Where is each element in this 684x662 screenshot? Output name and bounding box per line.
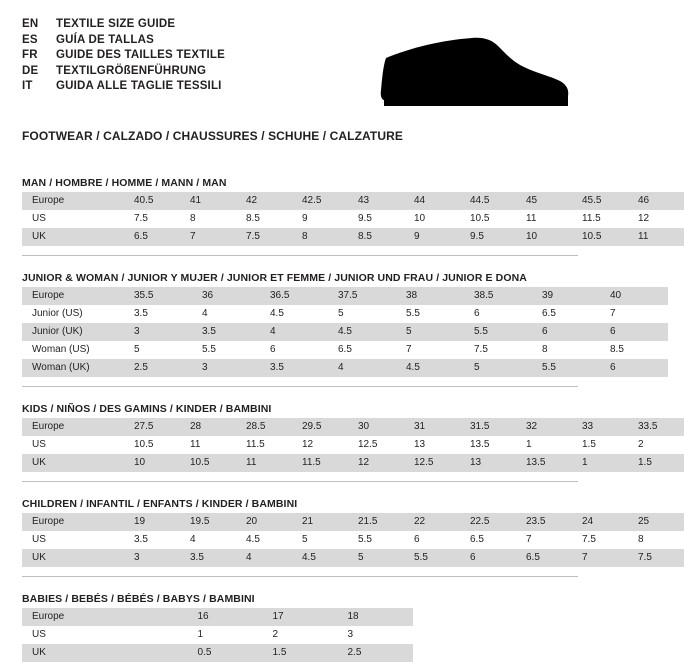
language-code: FR xyxy=(22,49,38,61)
size-cell: 4 xyxy=(192,305,260,323)
table-row xyxy=(22,418,684,436)
table-row xyxy=(22,626,578,644)
size-cell: 31.5 xyxy=(460,418,516,436)
size-cell: 7 xyxy=(180,228,236,246)
size-cell: 2 xyxy=(263,626,338,644)
size-cell: 3 xyxy=(338,626,413,644)
size-cell: 12.5 xyxy=(404,454,460,472)
size-cell: 42 xyxy=(236,192,292,210)
language-title: GUIDA ALLE TAGLIE TESSILI xyxy=(56,80,222,92)
language-title: GUIDE DES TAILLES TEXTILE xyxy=(56,49,225,61)
size-cell: 37.5 xyxy=(328,287,396,305)
language-title: GUÍA DE TALLAS xyxy=(56,33,154,46)
size-group-title: MAN / HOMBRE / HOMME / MANN / MAN xyxy=(22,177,227,189)
table-row xyxy=(22,359,668,377)
size-cell: 11 xyxy=(516,210,572,228)
size-cell: 5 xyxy=(396,323,464,341)
size-cell: 2.5 xyxy=(124,359,192,377)
size-cell: 10.5 xyxy=(124,436,180,454)
size-group xyxy=(22,403,658,482)
size-cell: 5 xyxy=(124,341,192,359)
spacer-cell xyxy=(413,608,579,626)
size-groups xyxy=(22,177,658,662)
size-cell: 41 xyxy=(180,192,236,210)
size-cell: 3.5 xyxy=(124,305,192,323)
size-cell: 6.5 xyxy=(328,341,396,359)
language-row xyxy=(22,34,225,50)
size-cell: 17 xyxy=(263,608,338,626)
table-row xyxy=(22,228,684,246)
row-label: Europe xyxy=(22,418,124,436)
size-cell: 1.5 xyxy=(263,644,338,662)
size-cell: 22 xyxy=(404,513,460,531)
language-title-rows xyxy=(22,18,225,96)
size-table xyxy=(22,608,578,662)
size-cell: 7 xyxy=(396,341,464,359)
size-cell: 21 xyxy=(292,513,348,531)
size-table xyxy=(22,418,684,472)
size-cell: 5.5 xyxy=(192,341,260,359)
size-cell: 4 xyxy=(260,323,328,341)
size-cell: 4.5 xyxy=(396,359,464,377)
size-cell: 6 xyxy=(404,531,460,549)
size-group-title: JUNIOR & WOMAN / JUNIOR Y MUJER / JUNIOR ET FEMME / JUNIOR UND FRAU / JUNIOR E DONA xyxy=(22,272,527,284)
size-cell: 46 xyxy=(628,192,684,210)
size-cell: 29.5 xyxy=(292,418,348,436)
size-cell: 12 xyxy=(628,210,684,228)
size-cell: 18 xyxy=(338,608,413,626)
size-cell: 7.5 xyxy=(628,549,684,567)
size-cell: 36 xyxy=(192,287,260,305)
language-code: EN xyxy=(22,18,39,30)
size-cell: 10.5 xyxy=(460,210,516,228)
size-cell: 11 xyxy=(236,454,292,472)
spacer-cell xyxy=(413,626,579,644)
size-cell: 4 xyxy=(180,531,236,549)
language-row xyxy=(22,49,225,65)
size-cell: 1 xyxy=(572,454,628,472)
size-cell: 11 xyxy=(180,436,236,454)
size-cell: 22.5 xyxy=(460,513,516,531)
size-cell: 6.5 xyxy=(516,549,572,567)
size-group-title: KIDS / NIÑOS / DES GAMINS / KINDER / BAMBINI xyxy=(22,403,272,415)
size-cell: 6 xyxy=(260,341,328,359)
table-row xyxy=(22,287,668,305)
row-label: Europe xyxy=(22,192,124,210)
row-label: Europe xyxy=(22,608,188,626)
size-cell: 25 xyxy=(628,513,684,531)
row-label: US xyxy=(22,210,124,228)
size-cell: 10 xyxy=(124,454,180,472)
row-label: UK xyxy=(22,228,124,246)
size-cell: 45.5 xyxy=(572,192,628,210)
size-cell: 9.5 xyxy=(348,210,404,228)
table-row xyxy=(22,323,668,341)
size-cell: 8.5 xyxy=(600,341,668,359)
size-cell: 5.5 xyxy=(464,323,532,341)
size-cell: 7 xyxy=(572,549,628,567)
language-title-list xyxy=(22,18,225,96)
size-cell: 38 xyxy=(396,287,464,305)
size-cell: 5 xyxy=(348,549,404,567)
size-cell: 13 xyxy=(460,454,516,472)
size-cell: 3 xyxy=(124,549,180,567)
size-cell: 16 xyxy=(188,608,263,626)
row-label: UK xyxy=(22,644,188,662)
size-table xyxy=(22,287,668,377)
size-cell: 1 xyxy=(516,436,572,454)
table-row xyxy=(22,513,684,531)
size-cell: 6 xyxy=(600,359,668,377)
size-group xyxy=(22,272,624,387)
size-cell: 5 xyxy=(328,305,396,323)
row-label: US xyxy=(22,436,124,454)
size-cell: 10 xyxy=(404,210,460,228)
table-row xyxy=(22,341,668,359)
size-cell: 11.5 xyxy=(236,436,292,454)
row-label: Europe xyxy=(22,287,124,305)
row-label: UK xyxy=(22,454,124,472)
row-label: US xyxy=(22,626,188,644)
size-cell: 3 xyxy=(192,359,260,377)
size-cell: 5.5 xyxy=(396,305,464,323)
size-cell: 32 xyxy=(516,418,572,436)
size-cell: 4 xyxy=(236,549,292,567)
table-row xyxy=(22,192,684,210)
size-cell: 5 xyxy=(464,359,532,377)
size-cell: 12.5 xyxy=(348,436,404,454)
size-cell: 11.5 xyxy=(292,454,348,472)
size-cell: 5.5 xyxy=(348,531,404,549)
size-cell: 13.5 xyxy=(460,436,516,454)
size-cell: 5 xyxy=(292,531,348,549)
size-cell: 8.5 xyxy=(348,228,404,246)
section-divider xyxy=(22,255,578,256)
size-cell: 40 xyxy=(600,287,668,305)
size-cell: 8 xyxy=(532,341,600,359)
size-cell: 44.5 xyxy=(460,192,516,210)
row-label: US xyxy=(22,531,124,549)
row-label: Junior (UK) xyxy=(22,323,124,341)
table-row xyxy=(22,210,684,228)
document-header xyxy=(22,18,578,114)
size-cell: 3.5 xyxy=(124,531,180,549)
size-cell: 6 xyxy=(460,549,516,567)
size-cell: 4.5 xyxy=(292,549,348,567)
size-cell: 21.5 xyxy=(348,513,404,531)
row-label: UK xyxy=(22,549,124,567)
table-row xyxy=(22,531,684,549)
language-row xyxy=(22,18,225,34)
table-row xyxy=(22,305,668,323)
size-cell: 10.5 xyxy=(572,228,628,246)
size-cell: 7 xyxy=(516,531,572,549)
row-label: Junior (US) xyxy=(22,305,124,323)
category-title: FOOTWEAR / CALZADO / CHAUSSURES / SCHUHE / CALZATURE xyxy=(22,129,403,143)
size-group-title: BABIES / BEBÉS / BÉBÉS / BABYS / BAMBINI xyxy=(22,593,255,605)
size-cell: 35.5 xyxy=(124,287,192,305)
size-cell: 3.5 xyxy=(180,549,236,567)
size-cell: 1.5 xyxy=(572,436,628,454)
size-cell: 3 xyxy=(124,323,192,341)
size-cell: 7.5 xyxy=(464,341,532,359)
section-divider xyxy=(22,576,578,577)
size-cell: 6.5 xyxy=(532,305,600,323)
size-cell: 27.5 xyxy=(124,418,180,436)
size-table xyxy=(22,192,684,246)
size-cell: 8.5 xyxy=(236,210,292,228)
size-cell: 0.5 xyxy=(188,644,263,662)
size-cell: 30 xyxy=(348,418,404,436)
size-cell: 28 xyxy=(180,418,236,436)
size-cell: 9 xyxy=(404,228,460,246)
size-cell: 45 xyxy=(516,192,572,210)
size-cell: 4 xyxy=(328,359,396,377)
size-cell: 7.5 xyxy=(124,210,180,228)
size-cell: 13.5 xyxy=(516,454,572,472)
size-cell: 3.5 xyxy=(192,323,260,341)
size-cell: 9 xyxy=(292,210,348,228)
size-cell: 19 xyxy=(124,513,180,531)
size-group xyxy=(22,177,650,256)
language-row xyxy=(22,80,225,96)
size-cell: 4.5 xyxy=(236,531,292,549)
language-title: TEXTILGRÖßENFÜHRUNG xyxy=(56,64,207,77)
table-row xyxy=(22,644,578,662)
size-cell: 6 xyxy=(532,323,600,341)
size-cell: 28.5 xyxy=(236,418,292,436)
language-code: ES xyxy=(22,33,38,46)
row-label: Woman (US) xyxy=(22,341,124,359)
language-code: DE xyxy=(22,64,39,77)
dress-shoe-icon xyxy=(380,36,570,114)
section-divider xyxy=(22,481,578,482)
size-cell: 13 xyxy=(404,436,460,454)
size-cell: 11.5 xyxy=(572,210,628,228)
table-row xyxy=(22,608,578,626)
section-divider xyxy=(22,386,578,387)
size-cell: 5.5 xyxy=(532,359,600,377)
row-label: Woman (UK) xyxy=(22,359,124,377)
size-cell: 36.5 xyxy=(260,287,328,305)
size-table xyxy=(22,513,684,567)
size-cell: 40.5 xyxy=(124,192,180,210)
size-cell: 42.5 xyxy=(292,192,348,210)
size-cell: 5.5 xyxy=(404,549,460,567)
size-cell: 39 xyxy=(532,287,600,305)
size-cell: 8 xyxy=(628,531,684,549)
size-cell: 10.5 xyxy=(180,454,236,472)
size-group xyxy=(22,498,652,577)
size-cell: 3.5 xyxy=(260,359,328,377)
size-cell: 9.5 xyxy=(460,228,516,246)
size-cell: 6.5 xyxy=(124,228,180,246)
size-cell: 31 xyxy=(404,418,460,436)
size-cell: 6 xyxy=(464,305,532,323)
size-cell: 8 xyxy=(292,228,348,246)
size-cell: 8 xyxy=(180,210,236,228)
size-cell: 2 xyxy=(628,436,684,454)
language-code: IT xyxy=(22,80,33,92)
size-group xyxy=(22,593,578,662)
size-cell: 1.5 xyxy=(628,454,684,472)
size-cell: 12 xyxy=(292,436,348,454)
size-cell: 43 xyxy=(348,192,404,210)
size-cell: 24 xyxy=(572,513,628,531)
language-row xyxy=(22,65,225,81)
spacer-cell xyxy=(413,644,579,662)
size-cell: 7.5 xyxy=(236,228,292,246)
language-title: TEXTILE SIZE GUIDE xyxy=(56,18,176,30)
size-cell: 1 xyxy=(188,626,263,644)
size-cell: 7.5 xyxy=(572,531,628,549)
size-cell: 6 xyxy=(600,323,668,341)
size-cell: 33.5 xyxy=(628,418,684,436)
row-label: Europe xyxy=(22,513,124,531)
size-cell: 19.5 xyxy=(180,513,236,531)
size-cell: 11 xyxy=(628,228,684,246)
size-cell: 38.5 xyxy=(464,287,532,305)
size-cell: 44 xyxy=(404,192,460,210)
size-cell: 2.5 xyxy=(338,644,413,662)
size-cell: 20 xyxy=(236,513,292,531)
size-cell: 10 xyxy=(516,228,572,246)
size-cell: 33 xyxy=(572,418,628,436)
table-row xyxy=(22,436,684,454)
size-cell: 7 xyxy=(600,305,668,323)
table-row xyxy=(22,549,684,567)
size-cell: 23.5 xyxy=(516,513,572,531)
size-cell: 12 xyxy=(348,454,404,472)
size-cell: 4.5 xyxy=(328,323,396,341)
size-cell: 4.5 xyxy=(260,305,328,323)
table-row xyxy=(22,454,684,472)
size-group-title: CHILDREN / INFANTIL / ENFANTS / KINDER / BAMBINI xyxy=(22,498,298,510)
size-cell: 6.5 xyxy=(460,531,516,549)
